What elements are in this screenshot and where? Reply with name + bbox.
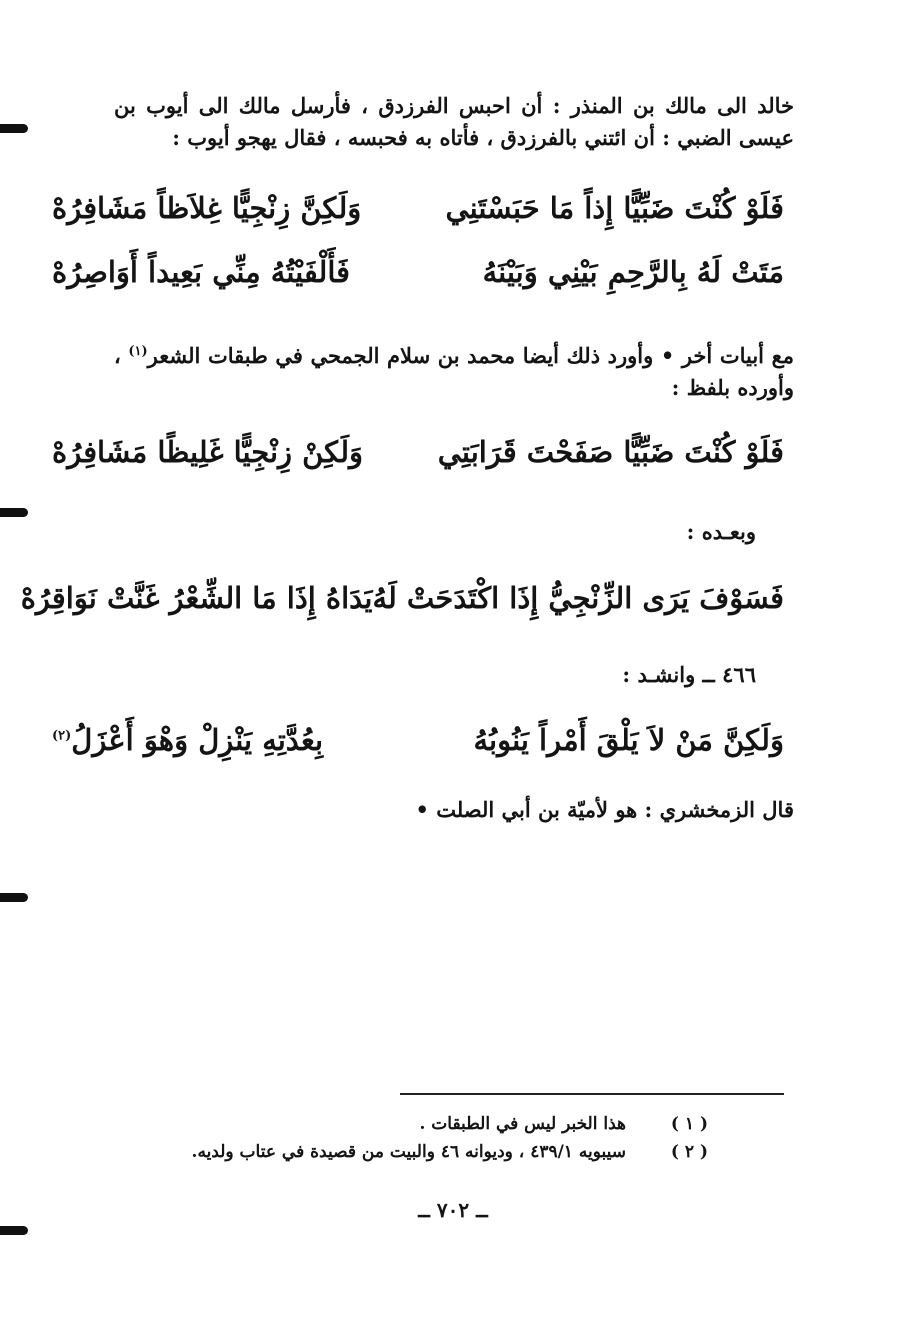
- binding-mark: [0, 508, 28, 517]
- footnote-rule: [400, 1093, 784, 1095]
- footnote-ref-1: (١): [128, 344, 148, 359]
- verse-4: [20, 574, 784, 622]
- paragraph-source-end: ، وأورده بلفظ :: [114, 343, 794, 400]
- footnote-2-text: سيبويه ٤٣٩/١ ، وديوانه ٤٦ والبيت من قصيدة في عتاب ولديه.: [191, 1142, 626, 1162]
- paragraph-intro-text: خالد الى مالك بن المنذر : أن احبس الفرزدق ، فأرسل مالك الى أيوب بن عيسى الضبي : أن ائتني بالفرزدق ، فأتاه به فحبسه ، فقال يهجو أيوب :: [114, 93, 794, 150]
- paragraph-source-text: مع أبيات أخر • وأورد ذلك أيضا محمد بن سلام الجمحي في طبقات الشعر: [147, 343, 795, 368]
- verse-3-hemistich-left: وَلَكِنْ زِنْجِيًّا غَلِيظًا مَشَافِرُهْ: [52, 435, 364, 469]
- verse-1-hemistich-left: وَلَكِنَّ زِنْجِيًّا غِلاَظاً مَشَافِرُهْ: [52, 191, 362, 225]
- verse-5-hemistich-left: [52, 723, 323, 757]
- label-entry-466: ٤٦٦ ــ وانشـد :: [622, 662, 756, 687]
- binding-mark: [0, 893, 28, 902]
- verse-1-hemistich-right: فَلَوْ كُنْتَ ضَبِّيًّا إِذاً مَا حَبَسْتَنِي: [445, 191, 784, 225]
- verse-5: [52, 716, 784, 764]
- verse-4-hemistich-right: فَسَوْفَ يَرَى الزِّنْجِيُّ إِذَا اكْتَدَحَتْ لَهُ: [372, 581, 784, 615]
- verse-2-hemistich-left: فَأَلْفَيْتُهُ مِنِّي بَعِيداً أَوَاصِرُهْ: [52, 255, 351, 289]
- footnote-1-number: ( ١ ): [670, 1114, 708, 1134]
- paragraph-source: [114, 336, 794, 404]
- paragraph-attribution: [114, 794, 794, 826]
- verse-3-hemistich-right: فَلَوْ كُنْتَ ضَبِّيًّا صَفَحْتَ قَرَابَتِي: [437, 435, 784, 469]
- verse-2: [52, 248, 784, 296]
- verse-3: [52, 428, 784, 476]
- verse-1: [52, 184, 784, 232]
- paragraph-intro: [114, 90, 794, 154]
- footnote-ref-2: (٢): [52, 728, 72, 744]
- footnote-1-text: هذا الخبر ليس في الطبقات .: [419, 1114, 626, 1134]
- label-after-it: وبعـده :: [686, 519, 756, 544]
- verse-4-hemistich-left: يَدَاهُ إِذَا مَا الشِّعْرُ غَنَّتْ نَوَاقِرُهْ: [20, 581, 373, 615]
- binding-mark: [0, 1226, 28, 1235]
- binding-mark: [0, 124, 28, 133]
- paragraph-attribution-text: قال الزمخشري : هو لأميّة بن أبي الصلت •: [415, 797, 794, 822]
- footnote-2-number: ( ٢ ): [670, 1142, 708, 1162]
- verse-2-hemistich-right: مَتَتْ لَهُ بِالرَّحِمِ بَيْنِي وَبَيْنَهُ: [482, 255, 784, 289]
- verse-5-hemistich-right: وَلَكِنَّ مَنْ لاَ يَلْقَ أَمْراً يَنُوبُهُ: [473, 723, 784, 757]
- verse-5-left-text: بِعُدَّتِهِ يَنْزِلْ وَهْوَ أَعْزَلُ: [71, 723, 324, 757]
- page-number: ــ ٧٠٢ ــ: [418, 1198, 488, 1222]
